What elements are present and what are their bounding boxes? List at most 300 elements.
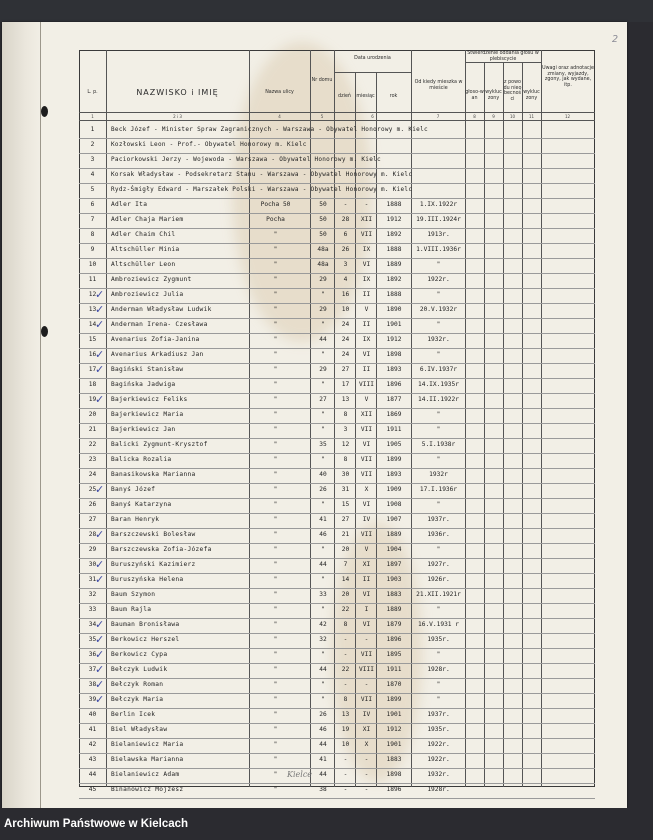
cell-year: 1888 — [386, 201, 402, 208]
cell-month: IV — [362, 516, 371, 523]
cell-since: 1936r. — [427, 531, 450, 538]
table-row — [79, 243, 595, 258]
table-row — [79, 378, 595, 393]
cell-year: 1892 — [386, 231, 402, 238]
cell-lp: 19 — [88, 396, 97, 403]
cell-name: Bełczyk Maria — [111, 696, 164, 703]
cell-day: 24 — [341, 351, 350, 358]
cell-lp: 27 — [88, 516, 97, 523]
cell-day: 16 — [341, 291, 350, 298]
cell-name: Bielaniewicz Maria — [111, 741, 184, 748]
cell-lp: 15 — [88, 336, 97, 343]
cell-day: 24 — [341, 321, 350, 328]
cell-since: 5.I.1938r — [421, 441, 456, 448]
cell-month: - — [364, 771, 369, 778]
cell-street: " — [273, 366, 278, 373]
cell-month: VI — [362, 441, 371, 448]
table-row — [79, 513, 595, 528]
cell-house: 50 — [319, 231, 327, 238]
cell-since: 19.III.1924r — [416, 216, 461, 223]
table-row — [79, 633, 595, 648]
row-divider — [79, 798, 595, 799]
header-remarks: Uwagi oraz adnotacje zmiany, wyjazdy, zgony, jak wydane, itp. — [542, 66, 594, 88]
cell-street: Pocha — [266, 216, 285, 223]
cell-year: 1888 — [386, 291, 402, 298]
table-row — [79, 603, 595, 618]
cell-name: Adler Chaja Mariem — [111, 216, 184, 223]
cell-day: - — [343, 786, 348, 793]
table-row — [79, 588, 595, 603]
cell-lp: 17 — [88, 366, 97, 373]
table-row — [79, 438, 595, 453]
cell-year: 1899 — [386, 456, 402, 463]
cell-year: 1869 — [386, 411, 402, 418]
cell-street: " — [273, 756, 278, 763]
table-row — [79, 453, 595, 468]
cell-name: Barszczewski Bolesław — [111, 531, 196, 538]
header-lp: L. p. — [87, 90, 98, 95]
cell-lp: 6 — [90, 201, 95, 208]
cell-day: - — [343, 771, 348, 778]
cell-lp: 14 — [88, 321, 97, 328]
cell-street: " — [273, 501, 278, 508]
cell-name: Balicka Rozalia — [111, 456, 172, 463]
cell-since: 14.IX.1935r — [418, 381, 459, 388]
cell-month: VIII — [359, 381, 374, 388]
cell-lp: 26 — [88, 501, 97, 508]
cell-house: " — [321, 381, 325, 388]
cell-street: " — [273, 381, 278, 388]
cell-street: " — [273, 261, 278, 268]
cell-lp: 12 — [88, 291, 97, 298]
cell-house: 44 — [319, 666, 327, 673]
cell-year: 1899 — [386, 696, 402, 703]
header-year: rok — [389, 94, 398, 99]
cell-month: VII — [360, 426, 373, 433]
table-row — [79, 573, 595, 588]
cell-lp: 4 — [90, 171, 95, 178]
cell-month: VI — [362, 261, 371, 268]
cell-house: 40 — [319, 471, 327, 478]
cell-house: 41 — [319, 756, 327, 763]
cell-street: " — [273, 741, 278, 748]
cell-month: II — [362, 366, 371, 373]
cell-day: 30 — [341, 471, 350, 478]
cell-since: 1926r. — [427, 576, 450, 583]
cell-month: II — [362, 321, 371, 328]
cell-day: 13 — [341, 711, 350, 718]
cell-name: Rydz-Śmigły Edward - Marszałek Polski - Warszawa - Obywatel Honorowy m. Kielc — [111, 186, 413, 193]
cell-name: Avenarius Arkadiusz Jan — [111, 351, 204, 358]
cell-house: " — [321, 501, 325, 508]
cell-year: 1898 — [386, 351, 402, 358]
cell-lp: 2 — [90, 141, 95, 148]
checkmark-icon: ✓ — [95, 393, 105, 406]
table-row — [79, 708, 595, 723]
table-row — [79, 678, 595, 693]
cell-name: Banasikowska Marianna — [111, 471, 196, 478]
cell-day: - — [343, 636, 348, 643]
cell-lp: 31 — [88, 576, 97, 583]
cell-year: 1893 — [386, 366, 402, 373]
cell-street: " — [273, 651, 278, 658]
header-birth-date: Data urodzenia — [354, 56, 391, 61]
cell-since: 1928r. — [427, 786, 450, 793]
cell-year: 1912 — [386, 216, 402, 223]
cell-lp: 23 — [88, 456, 97, 463]
cell-name: Bauman Bronisława — [111, 621, 180, 628]
cell-name: Berkowicz Herszel — [111, 636, 180, 643]
cell-month: - — [364, 786, 369, 793]
cell-since: 1937r. — [427, 516, 450, 523]
cell-house: 44 — [319, 336, 327, 343]
cell-since: 16.V.1931 r — [418, 621, 459, 628]
cell-lp: 16 — [88, 351, 97, 358]
cell-lp: 35 — [88, 636, 97, 643]
cell-lp: 11 — [88, 276, 97, 283]
cell-year: 1901 — [386, 321, 402, 328]
cell-since: " — [436, 501, 441, 508]
checkmark-icon: ✓ — [95, 363, 105, 376]
cell-day: - — [343, 201, 348, 208]
col-num: 11 — [528, 114, 535, 119]
cell-month: II — [362, 291, 371, 298]
cell-month: I — [364, 606, 369, 613]
cell-name: Baum Rajla — [111, 606, 152, 613]
cell-month: VI — [362, 621, 371, 628]
cell-day: 28 — [341, 216, 350, 223]
cell-month: V — [364, 396, 369, 403]
cell-lp: 20 — [88, 411, 97, 418]
cell-year: 1877 — [386, 396, 402, 403]
table-row — [79, 738, 595, 753]
cell-house: 26 — [319, 486, 327, 493]
cell-since: 21.XII.1921r — [416, 591, 461, 598]
cell-house: 50 — [319, 216, 327, 223]
cell-lp: 1 — [90, 126, 95, 133]
cell-lp: 29 — [88, 546, 97, 553]
cell-year: 1890 — [386, 306, 402, 313]
col-num: 5 — [320, 114, 324, 119]
cell-lp: 9 — [90, 246, 95, 253]
cell-name: Baum Szymon — [111, 591, 156, 598]
header-vote: Stwierdzenie oddania głosu w plebiscycie — [467, 51, 539, 62]
table-row — [79, 528, 595, 543]
cell-year: 1879 — [386, 621, 402, 628]
cell-house: 27 — [319, 396, 327, 403]
cell-year: 1883 — [386, 756, 402, 763]
cell-lp: 32 — [88, 591, 97, 598]
cell-day: 20 — [341, 546, 350, 553]
cell-street: " — [273, 291, 278, 298]
checkmark-icon: ✓ — [95, 573, 105, 586]
cell-month: - — [364, 756, 369, 763]
cell-year: 1889 — [386, 261, 402, 268]
cell-since: 1922r. — [427, 276, 450, 283]
cell-house: 50 — [319, 201, 327, 208]
cell-name: Beck Józef - Minister Spraw Zagranicznych - Warszawa - Obywatel Honorowy m. Kielc — [111, 126, 428, 133]
cell-since: " — [436, 456, 441, 463]
cell-house: 48a — [317, 261, 329, 268]
checkmark-icon: ✓ — [95, 483, 105, 496]
archive-label: Archiwum Państwowe w Kielcach — [4, 818, 189, 830]
cell-name: Binanowicz Mojżesz — [111, 786, 184, 793]
cell-lp: 39 — [88, 696, 97, 703]
cell-month: IX — [362, 276, 371, 283]
table-row — [79, 723, 595, 738]
cell-since: 1932r — [429, 471, 448, 478]
cell-lp: 30 — [88, 561, 97, 568]
cell-since: 20.V.1932r — [419, 306, 458, 313]
table-row — [79, 273, 595, 288]
page-number-mark: 2 — [612, 34, 619, 45]
cell-house: " — [321, 411, 325, 418]
cell-street: " — [273, 636, 278, 643]
cell-year: 1903 — [386, 576, 402, 583]
checkmark-icon: ✓ — [95, 303, 105, 316]
cell-year: 1896 — [386, 636, 402, 643]
table-row — [79, 753, 595, 768]
cell-year: 1908 — [386, 501, 402, 508]
cell-day: 10 — [341, 741, 350, 748]
cell-day: - — [343, 651, 348, 658]
col-num: 6 — [371, 114, 374, 119]
cell-name: Bajerkiewicz Maria — [111, 411, 184, 418]
cell-house: 42 — [319, 621, 327, 628]
cell-since: 1.VIII.1936r — [416, 246, 461, 253]
cell-lp: 21 — [88, 426, 97, 433]
cell-street: " — [273, 456, 278, 463]
table-row — [79, 423, 595, 438]
table-row — [79, 408, 595, 423]
cell-day: 7 — [343, 561, 348, 568]
cell-since: 17.I.1936r — [419, 486, 458, 493]
checkmark-icon: ✓ — [95, 663, 105, 676]
cell-house: 41 — [319, 516, 327, 523]
cell-lp: 28 — [88, 531, 97, 538]
cell-street: " — [273, 396, 278, 403]
col-num: 12 — [564, 114, 571, 119]
cell-lp: 8 — [90, 231, 95, 238]
cell-name: Bełczyk Ludwik — [111, 666, 168, 673]
cell-lp: 25 — [88, 486, 97, 493]
cell-year: 1888 — [386, 246, 402, 253]
cell-since: 1922r. — [427, 756, 450, 763]
header-month: miesiąc — [356, 94, 375, 99]
cell-lp: 45 — [88, 786, 97, 793]
cell-name: Bagiński Stanisław — [111, 366, 184, 373]
cell-house: 44 — [319, 741, 327, 748]
cell-name: Anderman Władysław Ludwik — [111, 306, 212, 313]
cell-street: " — [273, 306, 278, 313]
cell-since: 1935r. — [427, 726, 450, 733]
cell-name: Balicki Zygmunt-Krysztof — [111, 441, 208, 448]
cell-house: 26 — [319, 711, 327, 718]
table-row — [79, 468, 595, 483]
cell-day: 13 — [341, 396, 350, 403]
cell-day: 20 — [341, 591, 350, 598]
cell-lp: 33 — [88, 606, 97, 613]
cell-lp: 38 — [88, 681, 97, 688]
checkmark-icon: ✓ — [95, 528, 105, 541]
cell-name: Ambroziewicz Julia — [111, 291, 184, 298]
cell-year: 1889 — [386, 606, 402, 613]
cell-month: X — [364, 486, 369, 493]
table-row — [79, 138, 595, 153]
punch-hole — [41, 106, 48, 117]
cell-year: 1907 — [386, 516, 402, 523]
cell-day: 4 — [343, 276, 348, 283]
cell-house: 33 — [319, 591, 327, 598]
cell-street: " — [273, 591, 278, 598]
cell-year: 1911 — [386, 666, 402, 673]
cell-year: 1892 — [386, 276, 402, 283]
cell-month: XII — [360, 411, 373, 418]
cell-house: " — [321, 426, 325, 433]
cell-house: 38 — [319, 786, 327, 793]
header-since: Od kiedy mieszka w mieście — [414, 80, 463, 91]
cell-street: " — [273, 246, 278, 253]
cell-month: - — [364, 201, 369, 208]
checkmark-icon: ✓ — [95, 348, 105, 361]
cell-day: 14 — [341, 576, 350, 583]
table-row — [79, 228, 595, 243]
table-row — [79, 498, 595, 513]
cell-day: 21 — [341, 531, 350, 538]
cell-name: Adler Chaim Chil — [111, 231, 176, 238]
cell-since: " — [436, 651, 441, 658]
header-vote-a: głoso-wan — [465, 90, 484, 101]
cell-house: 48a — [317, 246, 329, 253]
cell-year: 1898 — [386, 771, 402, 778]
table-row — [79, 768, 595, 783]
cell-month: VII — [360, 471, 373, 478]
cell-house: " — [321, 321, 325, 328]
cell-month: X — [364, 741, 369, 748]
cell-lp: 34 — [88, 621, 97, 628]
table-row — [79, 288, 595, 303]
cell-day: 27 — [341, 366, 350, 373]
cell-house: 32 — [319, 636, 327, 643]
cell-name: Bielaniewicz Adam — [111, 771, 180, 778]
pencil-note: Kielce — [287, 770, 313, 779]
table-row — [79, 123, 595, 138]
cell-month: VI — [362, 351, 371, 358]
col-num: 8 — [473, 114, 476, 119]
cell-name: Bagińska Jadwiga — [111, 381, 176, 388]
cell-name: Korsak Władysław - Podsekretarz Stanu - Warszawa - Obywatel Honorowy m. Kielc — [111, 171, 413, 178]
cell-day: 19 — [341, 726, 350, 733]
cell-lp: 22 — [88, 441, 97, 448]
cell-since: 1.IX.1922r — [419, 201, 458, 208]
viewer-top-bar — [0, 0, 653, 22]
checkmark-icon: ✓ — [95, 693, 105, 706]
cell-day: 27 — [341, 516, 350, 523]
cell-lp: 10 — [88, 261, 97, 268]
cell-street: " — [273, 786, 278, 793]
table-row — [79, 648, 595, 663]
cell-day: 31 — [341, 486, 350, 493]
cell-name: Biel Władysław — [111, 726, 168, 733]
cell-since: 1922r. — [427, 741, 450, 748]
cell-street: " — [273, 351, 278, 358]
cell-day: 17 — [341, 381, 350, 388]
cell-street: " — [273, 336, 278, 343]
cell-lp: 24 — [88, 471, 97, 478]
cell-street: " — [273, 471, 278, 478]
cell-street: " — [273, 606, 278, 613]
cell-street: Pocha 50 — [260, 201, 291, 208]
cell-street: " — [273, 516, 278, 523]
cell-day: 15 — [341, 501, 350, 508]
table-row — [79, 663, 595, 678]
cell-name: Avenarius Zofia-Janina — [111, 336, 200, 343]
cell-house: " — [321, 651, 325, 658]
cell-house: " — [321, 696, 325, 703]
cell-street: " — [273, 411, 278, 418]
checkmark-icon: ✓ — [95, 678, 105, 691]
cell-house: " — [321, 606, 325, 613]
cell-since: 1932r. — [427, 336, 450, 343]
table-row — [79, 333, 595, 348]
cell-year: 1912 — [386, 726, 402, 733]
cell-street: " — [273, 546, 278, 553]
cell-since: " — [436, 546, 441, 553]
cell-name: Ambroziewicz Zygmunt — [111, 276, 192, 283]
cell-year: 1911 — [386, 426, 402, 433]
cell-name: Bielawska Marianna — [111, 756, 184, 763]
cell-day: 24 — [341, 336, 350, 343]
cell-house: " — [321, 576, 325, 583]
cell-year: 1897 — [386, 561, 402, 568]
cell-day: 8 — [343, 411, 348, 418]
cell-since: " — [436, 411, 441, 418]
cell-street: " — [273, 696, 278, 703]
cell-month: - — [364, 636, 369, 643]
cell-since: 1928r. — [427, 666, 450, 673]
cell-month: XI — [362, 561, 371, 568]
col-num: 7 — [436, 114, 440, 119]
cell-street: " — [273, 666, 278, 673]
cell-house: " — [321, 456, 325, 463]
cell-month: VII — [360, 696, 373, 703]
cell-month: II — [362, 576, 371, 583]
cell-lp: 7 — [90, 216, 95, 223]
header-day: dzień — [338, 94, 351, 99]
cell-year: 1904 — [386, 546, 402, 553]
cell-name: Buruszyński Kazimierz — [111, 561, 196, 568]
table-row — [79, 198, 595, 213]
cell-name: Bajerkiewicz Jan — [111, 426, 176, 433]
checkmark-icon: ✓ — [95, 633, 105, 646]
cell-name: Baran Henryk — [111, 516, 160, 523]
checkmark-icon: ✓ — [95, 558, 105, 571]
cell-house: " — [321, 681, 325, 688]
table-row — [79, 318, 595, 333]
cell-year: 1889 — [386, 531, 402, 538]
cell-day: 8 — [343, 696, 348, 703]
table-row — [79, 348, 595, 363]
cell-name: Paciorkowski Jerzy - Wojewoda - Warszawa - Obywatel Honorowy m. Kielc — [111, 156, 381, 163]
cell-name: Bełczyk Roman — [111, 681, 164, 688]
cell-year: 1905 — [386, 441, 402, 448]
cell-year: 1896 — [386, 381, 402, 388]
register-table — [79, 50, 595, 793]
cell-name: Banyś Katarzyna — [111, 501, 172, 508]
cell-name: Altschüller Leon — [111, 261, 176, 268]
cell-street: " — [273, 726, 278, 733]
col-num: 1 — [91, 114, 94, 119]
